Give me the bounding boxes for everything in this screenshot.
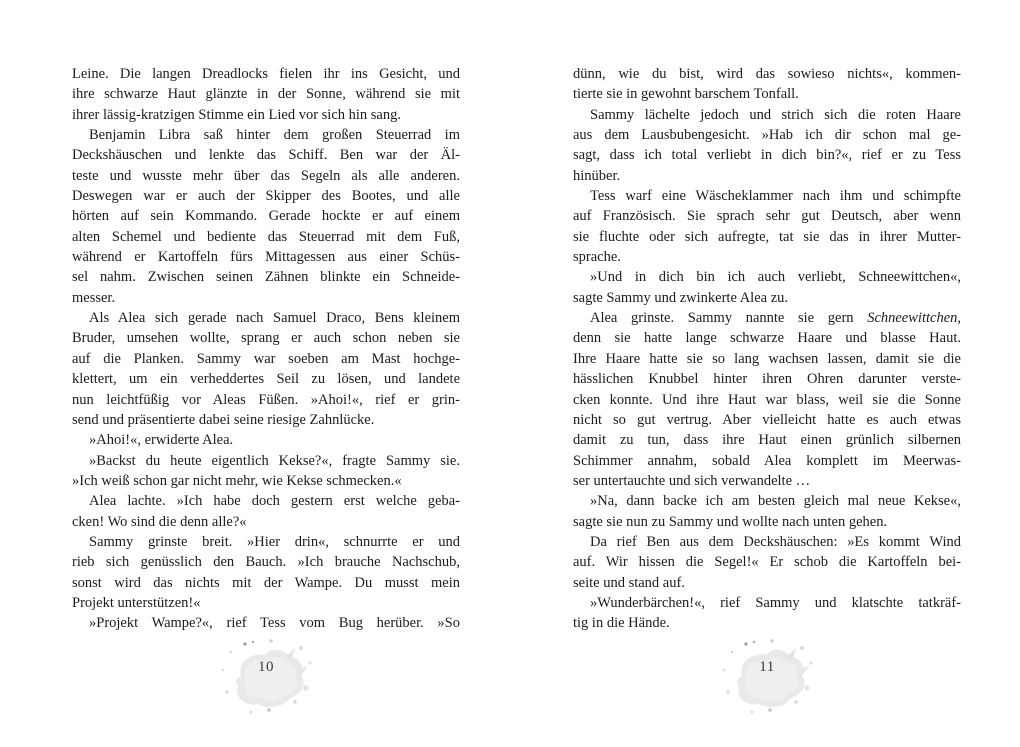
page-left-footer [211, 634, 321, 718]
text-line: sel nahm. Zwischen seinen Zähnen blinkte ein Schneide- [72, 269, 460, 286]
page-right-text [573, 64, 961, 634]
text-line: aus dem Lausbubengesicht. »Hab ich dir schon mal ge- [573, 127, 961, 144]
text-line: sonst wird das nichts mit der Wampe. Du musst mein [72, 574, 460, 591]
text-line: ser untertauchte und sich verwandelte … [573, 472, 811, 489]
text-line: messer. [72, 289, 116, 306]
text-line: teste und wusste mehr über das Segeln als alle anderen. [72, 167, 460, 184]
text-line: Benjamin Libra saß hinter dem großen Steuerrad im [89, 127, 460, 144]
text-line: »Na, dann backe ich am besten gleich mal neue Kekse«, [590, 493, 961, 510]
text-line: Sammy lächelte jedoch und strich sich die roten Haare [590, 106, 961, 123]
page-left [72, 0, 460, 747]
page-number: 10 [258, 659, 274, 675]
text-line: rieb sich genüsslich den Bauch. »Ich brauche Nachschub, [72, 554, 460, 571]
text-line: »Wunderbärchen!«, rief Sammy und klatschte tatkräf- [590, 594, 961, 611]
text-line: alten Schemel und bediente das Steuerrad mit dem Fuß, [72, 228, 460, 245]
text-line: Ihre Haare hatte sie so lang wachsen lassen, damit sie die [573, 350, 961, 367]
text-line: »Ich weiß schon gar nicht mehr, wie Kekse schmecken.« [72, 472, 402, 489]
text-line: Da rief Ben aus dem Deckshäuschen: »Es kommt Wind [590, 533, 961, 550]
text-line: sprache. [573, 249, 621, 266]
text-line: »Backst du heute eigentlich Kekse?«, fragte Sammy sie. [89, 452, 460, 469]
text-line: cken! Wo sind die denn alle?« [72, 513, 247, 530]
text-line: damit zu tun, dass ihre Haut einen grünlich silbernen [573, 432, 961, 449]
text-line: tierte sie in gewohnt barschem Tonfall. [573, 86, 799, 103]
text-line: auf Französisch. Sie sprach sehr gut Deutsch, aber wenn [573, 208, 961, 225]
text-line: auf die Planken. Sammy war soeben am Mast hochge- [72, 350, 460, 367]
text-line: Sammy grinste breit. »Hier drin«, schnurrte er und [89, 533, 460, 550]
text-line: sagte sie nun zu Sammy und wollte nach unten gehen. [573, 513, 888, 530]
text-line: »Projekt Wampe?«, rief Tess vom Bug herüber. »So [89, 615, 460, 632]
text-line: Bruder, umsehen wollte, sprang er auch schon neben sie [72, 330, 460, 347]
text-line: tig in die Hände. [573, 615, 670, 632]
text-line: ihre schwarze Haut glänzte in der Sonne, während sie mit [72, 86, 460, 103]
watercolor-splash-icon [211, 634, 321, 718]
text-line: »Ahoi!«, erwiderte Alea. [89, 432, 234, 449]
text-line: sagt, dass ich total verliebt in dich bin?«, rief er zu Tess [573, 147, 961, 164]
page-number: 11 [759, 659, 775, 675]
text-line: Deswegen war er auch der Skipper des Bootes, und alle [72, 188, 460, 205]
text-line: nun leichtfüßig vor Aleas Füßen. »Ahoi!«, rief er grin- [72, 391, 460, 408]
text-line: send und präsentierte dabei seine riesige Zahnlücke. [72, 411, 375, 428]
text-line: sagte Sammy und zwinkerte Alea zu. [573, 289, 789, 306]
text-line: Als Alea sich gerade nach Samuel Draco, Bens kleinem [89, 310, 460, 327]
text-line: Alea grinste. Sammy nannte sie gern Schneewittchen, [590, 310, 961, 327]
page-left-text [72, 64, 460, 634]
text-line: Leine. Die langen Dreadlocks fielen ihr ins Gesicht, und [72, 66, 460, 82]
text-line: Projekt unterstützen!« [72, 594, 201, 611]
text-line: während er Kartoffeln fürs Mittagessen aus einer Schüs- [72, 249, 460, 266]
text-line: hörten auf sein Kommando. Gerade hockte er auf einem [72, 208, 460, 225]
text-line: Schimmer annahm, sobald Alea komplett im Meerwas- [573, 452, 961, 469]
text-line: ihrer lässig-kratzigen Stimme ein Lied vor sich hin sang. [72, 106, 401, 123]
text-line: sie fluchte oder sich aufregte, tat sie das in ihrer Mutter- [573, 228, 961, 245]
page-right-footer [712, 634, 822, 718]
text-line: auf. Wir hissen die Segel!« Er schob die Kartoffeln bei- [573, 554, 961, 571]
text-line: seite und stand auf. [573, 574, 685, 591]
text-line: hinüber. [573, 167, 621, 184]
text-line: Alea lachte. »Ich habe doch gestern erst welche geba- [89, 493, 460, 510]
page-right [573, 0, 961, 747]
text-line: Deckshäuschen und lenkte das Schiff. Ben war der Äl- [72, 147, 460, 164]
text-line: hässlichen Knubbel hinter ihren Ohren darunter verste- [573, 371, 961, 388]
text-line: nicht so gut vertrug. Aber vielleicht hatte es auch etwas [573, 411, 961, 428]
text-line: Tess warf eine Wäscheklammer nach ihm und schimpfte [590, 188, 961, 205]
text-line: dünn, wie du bist, wird das sowieso nichts«, kommen- [573, 66, 961, 82]
text-line: klettert, um ein verheddertes Seil zu lösen, und landete [72, 371, 460, 388]
text-line: »Und in dich bin ich auch verliebt, Schneewittchen«, [590, 269, 961, 286]
watercolor-splash-icon [712, 634, 822, 718]
text-line: cken konnte. Und ihre Haut war blass, weil sie die Sonne [573, 391, 961, 408]
text-line: denn sie hatte lange schwarze Haare und blasse Haut. [573, 330, 961, 347]
